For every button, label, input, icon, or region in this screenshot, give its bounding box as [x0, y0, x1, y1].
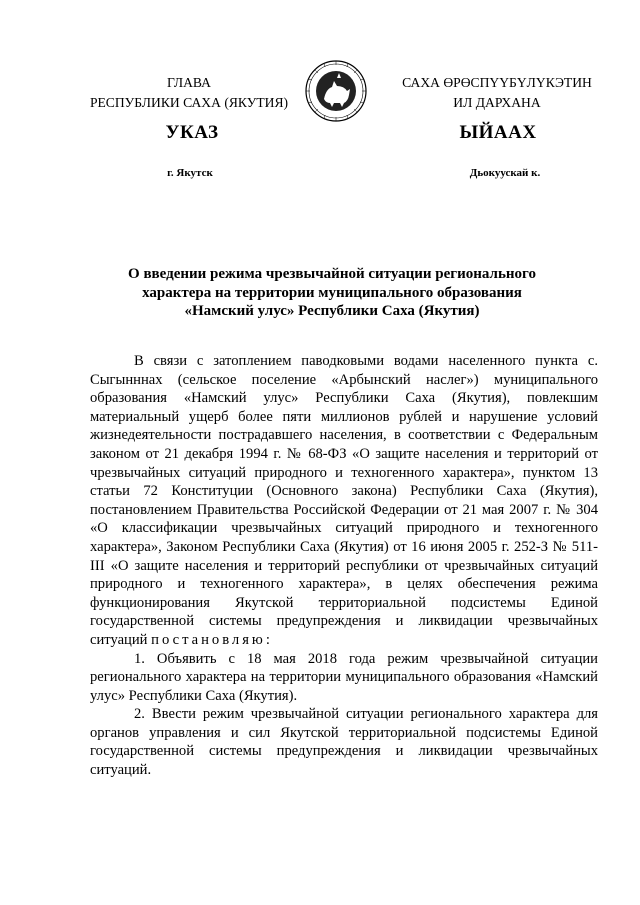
title-line1: О введении режима чрезвычайной ситуации регионального — [128, 266, 536, 282]
header-left-line2: РЕСПУБЛИКИ САХА (ЯКУТИЯ) — [89, 95, 289, 110]
doc-type-sah: ЫЙААХ — [459, 122, 537, 143]
title-line3: «Намский улус» Республики Саха (Якутия) — [184, 303, 480, 319]
header-left-line1: ГЛАВА — [167, 75, 211, 90]
title-line2: характера на территории муниципального образования — [142, 284, 522, 301]
city-sah: Дьокуускай к. — [469, 167, 541, 179]
city-ru: г. Якутск — [167, 167, 213, 179]
doc-type-ru: УКАЗ — [165, 122, 219, 143]
decree-title — [112, 265, 552, 321]
decree-word: постановляю: — [151, 631, 273, 648]
header-right-line1: САХА ӨРӨСПҮҮБҮЛҮКЭТИН — [402, 75, 592, 90]
header-left — [78, 73, 300, 113]
header-right — [386, 73, 608, 113]
header-right-line2: ИЛ ДАРХАНА — [453, 95, 541, 110]
decree-body — [90, 352, 598, 780]
paragraph-item-2: 2. Ввести режим чрезвычайной ситуации регионального характера для органов управления и сил Якутской территориальной подсистемы Единой государственной системы предупреждения и ликвидации чрезвычайных ситуаций. — [90, 706, 598, 779]
paragraph-preamble — [90, 352, 598, 650]
coat-of-arms-emblem — [304, 59, 368, 123]
preamble-text: В связи с затоплением паводковыми водами населенного пункта с. Сыгынннах (сельское поселение «Арбынский наслег») муниципального образования «Намский улус» Республики Саха (Якутия), повлекшим материальный ущерб более пяти миллионов рублей и нарушение условий жизнедеятельности пострадавшего населения, в соответствии с Федеральным законом от 21 декабря 1994 г. № 68-ФЗ «О защите населения и территорий от чрезвычайных ситуаций природного и техногенного характера», пунктом 13 статьи 72 Конституции (Основного закона) Республики Саха (Якутия), постановлением Правительства Российской Федерации от 21 мая 2007 г. № 304 «О классификации чрезвычайных ситуаций природного и техногенного характера», Законом Республики Саха (Якутия) от 16 июня 2005 г. 252-З № 511-III «О защите населения и территорий республики от чрезвычайных ситуаций природного и техногенного характера», в целях обеспечения режима функционирования Якутской территориальной подсистемы Единой государственной системы предупреждения и ликвидации чрезвычайных ситуаций — [90, 353, 598, 648]
paragraph-item-1: 1. Объявить с 18 мая 2018 года режим чрезвычайной ситуации регионального характера на территории муниципального образования «Намский улус» Республики Саха (Якутия). — [90, 650, 598, 704]
